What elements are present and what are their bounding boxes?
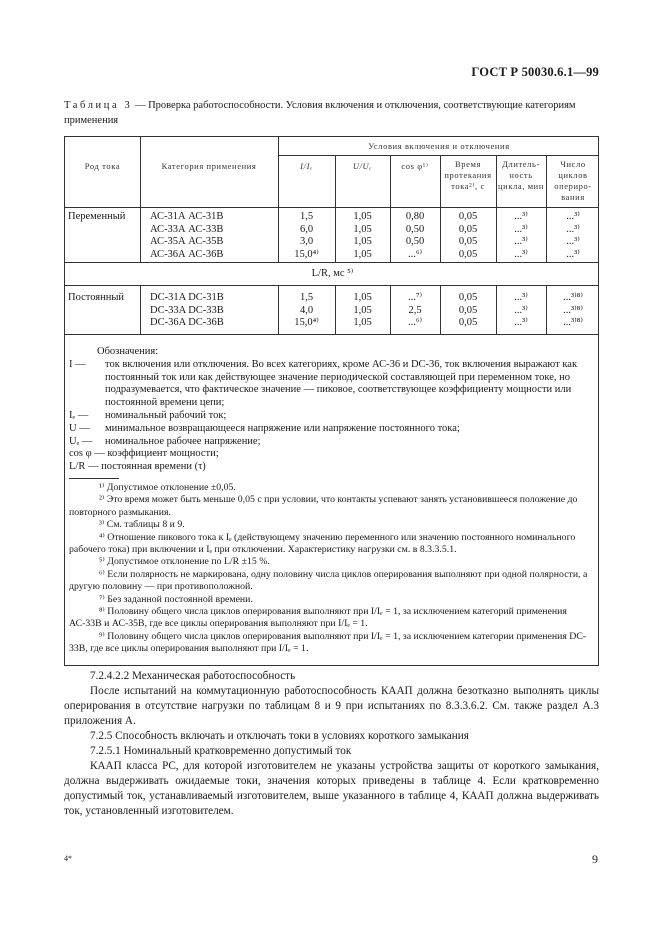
grid-line (65, 262, 598, 263)
header-kategoriya: Категория применения (161, 161, 257, 171)
cell: 3,0 (299, 236, 314, 247)
cell: 0,80 (405, 211, 425, 222)
header-usloviya: Условия включения и отключения (368, 141, 510, 151)
legend-item (69, 359, 592, 410)
table-3 (64, 136, 599, 666)
cell: 0,05 (458, 236, 478, 247)
section-heading: 7.2.5.1 Номинальный кратковременно допустимый ток (90, 745, 352, 757)
footnotes (69, 482, 592, 656)
header-u-ue: U/Uₑ (352, 161, 373, 171)
dc-lr (390, 292, 440, 330)
ac-i-ie (278, 211, 335, 261)
header-chislo: Число циклов опериро-вания (554, 159, 592, 202)
cell: 0,05 (458, 248, 478, 260)
grid-line (65, 334, 598, 335)
grid-line (278, 155, 598, 156)
dc-u-ue (335, 292, 390, 330)
table-caption (64, 98, 599, 128)
footnote: ²⁾ Это время может быть меньше 0,05 с при условии, что контакты успевают занять установившееся положение до повторного размыкания. (69, 494, 578, 518)
cell: ...³⁾ (566, 236, 580, 247)
table-caption-text: — Проверка работоспособности. Условия включения и отключения, соответствующие категориям применения (64, 100, 576, 126)
cell: 2,5 (408, 304, 422, 316)
ac-category-row: АС-36А АС-36В (150, 248, 224, 260)
footnote: ⁷⁾ Без заданной постоянной времени. (99, 593, 253, 605)
ac-type: Переменный (68, 211, 126, 222)
standard-header: ГОСТ Р 50030.6.1—99 (471, 65, 599, 79)
header-i-ie: I/Iₑ (300, 161, 313, 171)
dc-cycle (496, 292, 546, 330)
cell: ...³⁾ (566, 211, 580, 222)
footnote: ¹⁾ Допустимое отклонение ±0,05. (99, 482, 236, 493)
dc-type: Постоянный (68, 292, 124, 303)
legend-title: Обозначения: (97, 346, 159, 357)
legend-item (69, 436, 592, 449)
cell: 0,05 (458, 211, 478, 222)
cell: ...³⁾ (566, 223, 580, 235)
ac-category-row: АС-31А АС-31В (150, 211, 224, 222)
footnote: ⁸⁾ Половину общего числа циклов оперирования выполняют при I/Iₑ = 1, за исключением категорий применения АС-33В и АС-35В, где все циклы оперирования выполняют при I/Iₑ = 1. (69, 606, 567, 630)
cell: ...³⁾ (514, 236, 528, 247)
cell: ...³⁾ (514, 304, 528, 316)
footnote: ⁴⁾ Отношение пикового тока к Iₑ (действующему значению переменного или значению постоянного номинального рабочего тока) при включении и Iₑ при отключении. Характеристику нагрузки см. в 8.3.3.5.1. (69, 531, 576, 556)
cell: ...³⁾ (514, 211, 528, 222)
footnote: ³⁾ См. таблицы 8 и 9. (99, 519, 185, 531)
grid-line (65, 207, 598, 208)
dc-ops (546, 292, 600, 330)
cell: 0,05 (458, 292, 478, 303)
cell: ...⁶⁾ (407, 317, 423, 328)
cell: 0,50 (405, 236, 425, 247)
ac-u-ue (335, 211, 390, 261)
ac-time (440, 211, 496, 261)
cell: 0,05 (458, 223, 478, 235)
cell: 15,0⁴⁾ (294, 317, 319, 328)
ac-cycle (496, 211, 546, 261)
lr-row: L/R, мс ⁵⁾ (311, 268, 354, 279)
ac-category-row: АС-33А АС-33В (150, 223, 224, 235)
legend-item (69, 423, 592, 436)
cell: 15,0⁴⁾ (294, 248, 319, 260)
cell: ...³⁾ (566, 248, 580, 260)
section-heading: 7.2.4.2.2 Механическая работоспособность (90, 670, 296, 682)
legend-text: ток включения или отключения. Во всех категориях, кроме АС-36 и DC-36, ток включения выражают как постоянный ток или как действующее значение периодической составляющей при переменном токе, но подразумевается, что фактическое значение — пиковое, соответствующее коэффициенту мощности или постоянной времени цепи; (105, 358, 578, 409)
grid-line (65, 285, 598, 286)
ac-ops (546, 211, 600, 261)
cell: 1,05 (353, 223, 372, 235)
cell: ...³⁾ (514, 248, 528, 260)
cell: ...³⁾⁸⁾ (563, 304, 583, 316)
cell: 0,05 (458, 317, 478, 328)
footer-mark: 4* (64, 854, 72, 863)
legend (69, 346, 592, 474)
legend-text: номинальный рабочий ток; (105, 409, 227, 421)
header-cos: cos φ¹⁾ (401, 161, 429, 171)
dc-category-row: DC-36A DC-36B (150, 317, 224, 328)
header-dlitelnost: Длитель-ность цикла, мин (498, 159, 544, 191)
cell: 1,05 (353, 292, 372, 303)
legend-symbol: U — (69, 422, 90, 434)
cell: ...³⁾ (514, 292, 528, 303)
ac-category-row: АС-35А АС-35В (150, 236, 224, 247)
dc-category-row: DC-33A DC-33B (150, 304, 224, 316)
legend-cos: cos φ — коэффициент мощности; (69, 448, 219, 460)
page-number: 9 (592, 852, 598, 866)
dc-category-row: DC-31A DC-31B (150, 292, 224, 303)
cell: ...⁶⁾ (407, 248, 423, 260)
dc-i-ie (278, 292, 335, 330)
header-vremya: Время протекания тока²⁾, с (444, 159, 492, 191)
legend-symbol: I — (69, 358, 86, 370)
cell: 0,05 (458, 304, 478, 316)
cell: ...³⁾ (514, 317, 528, 328)
cell: 4,0 (299, 304, 314, 316)
legend-symbol: Uₑ — (69, 435, 93, 447)
footnote: ⁹⁾ Половину общего числа циклов оперирования выполняют при I/Iₑ = 1, за исключением категории применения DC-33B, где все циклы оперирования выполняют при I/Iₑ = 1. (69, 630, 587, 655)
cell: 1,5 (299, 211, 314, 222)
legend-symbol: Iₑ — (69, 409, 89, 421)
body-text (64, 669, 599, 819)
cell: ...³⁾⁸⁾ (563, 292, 583, 303)
ac-cos (390, 211, 440, 261)
grid-line (140, 285, 141, 334)
cell: 1,05 (353, 211, 372, 222)
dc-time (440, 292, 496, 330)
paragraph: После испытаний на коммутационную работоспособность КААП должна безотказно выполнять циклы оперирования в отсутствие нагрузки по таблицам 8 и 9 при испытаниях по 8.3.3.6.2. См. также раздел А.3 приложения А. (64, 685, 599, 727)
ac-categories (150, 211, 223, 261)
legend-text: минимальное возвращающееся напряжение или напряжение постоянного тока; (105, 422, 460, 434)
footnote: ⁶⁾ Если полярность не маркирована, одну половину числа циклов оперирования выполняют при одной полярности, а другую половину — при противоположной. (69, 568, 588, 593)
cell: ...³⁾⁸⁾ (563, 317, 583, 328)
dc-categories (150, 292, 224, 330)
legend-text: номинальное рабочее напряжение; (105, 435, 261, 447)
header-rod-toka: Род тока (84, 161, 121, 171)
cell: 0,50 (405, 223, 425, 235)
cell: 6,0 (299, 223, 314, 235)
grid-line (140, 137, 141, 262)
cell: 1,05 (353, 317, 372, 328)
table-label: Таблица 3 (64, 100, 133, 111)
cell: 1,05 (353, 236, 372, 247)
section-heading: 7.2.5 Способность включать и отключать токи в условиях короткого замыкания (90, 730, 469, 742)
footnote-separator (69, 478, 119, 479)
cell: ...⁷⁾ (407, 292, 423, 303)
cell: 1,5 (299, 292, 314, 303)
legend-lr: L/R — постоянная времени (τ) (69, 461, 206, 473)
cell: 1,05 (353, 304, 372, 316)
footnote: ⁵⁾ Допустимое отклонение по L/R ±15 %. (99, 556, 270, 568)
paragraph: КААП класса PC, для которой изготовителем не указаны устройства защиты от короткого замыкания, должна выдерживать ожидаемые токи, значения которых приведены в таблице 4. Если кратковременно допустимый ток, устанавливаемый изготовителем, выше указанного в таблице 4, КААП должна выдерживать ток, установленный изготовителем. (64, 760, 599, 817)
cell: 1,05 (353, 248, 372, 260)
legend-item (69, 410, 592, 423)
cell: ...³⁾ (514, 223, 528, 235)
